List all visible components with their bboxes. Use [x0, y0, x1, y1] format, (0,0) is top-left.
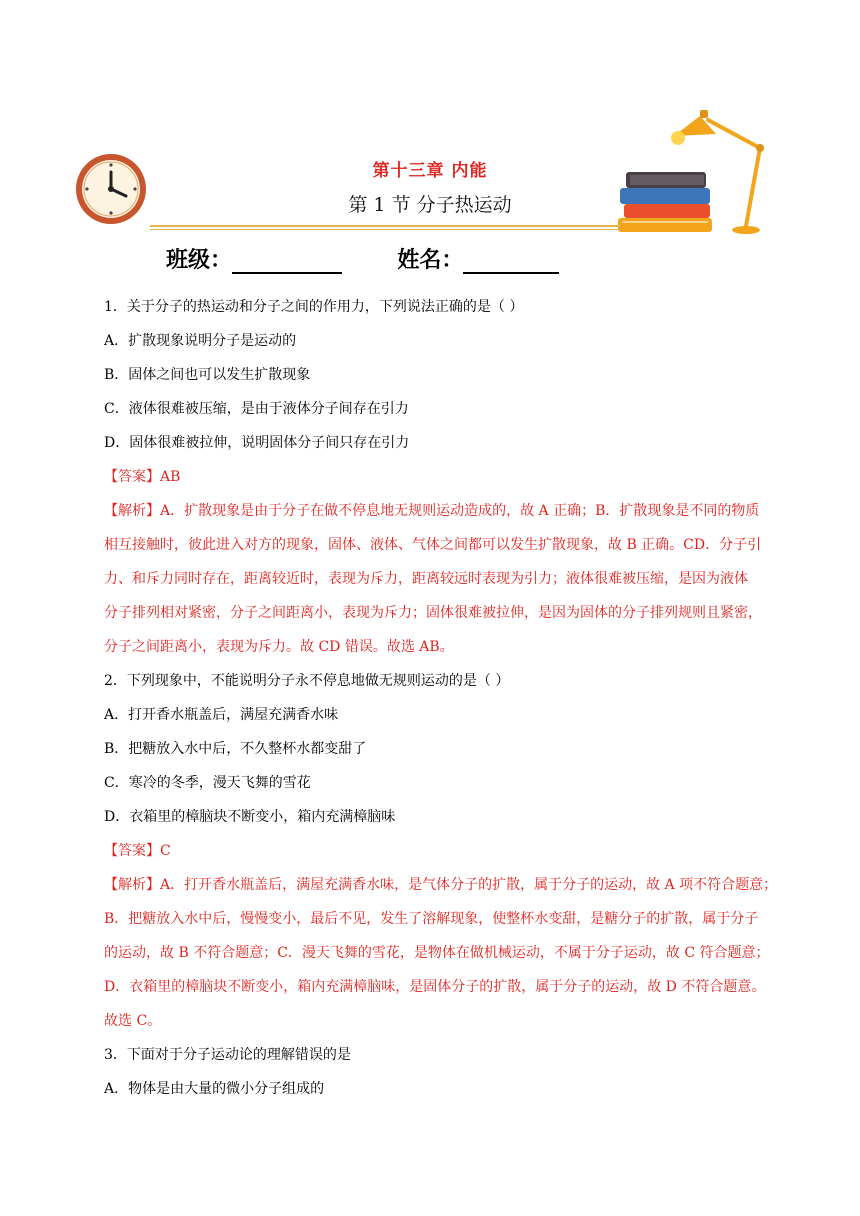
analysis-line: 分子之间距离小，表现为斥力。故 CD 错误。故选 AB。 [104, 639, 454, 655]
question-stem: 1．关于分子的热运动和分子之间的作用力，下列说法正确的是（ ） [104, 299, 524, 315]
question-stem: 2．下列现象中，不能说明分子永不停息地做无规则运动的是（ ） [104, 673, 510, 689]
analysis-line [104, 868, 784, 902]
analysis-text: A．扩散现象是由于分子在做不停息地无规则运动造成的，故 A 正确；B．扩散现象是不同的物质 [160, 503, 760, 519]
option-c: C．寒冷的冬季，漫天飞舞的雪花 [104, 775, 311, 791]
name-label: 姓名： [397, 248, 464, 273]
analysis-line: 的运动，故 B 不符合题意；C．漫天飞舞的雪花，是物体在做机械运动，不属于分子运动，故 C 符合题意； [104, 945, 770, 961]
analysis-line: 分子排列相对紧密，分子之间距离小，表现为斥力；固体很难被拉伸，是因为固体的分子排列规则且紧密， [104, 605, 762, 621]
option-d: D．固体很难被拉伸，说明固体分子间只存在引力 [104, 435, 410, 451]
analysis-text: A．打开香水瓶盖后，满屋充满香水味，是气体分子的扩散，属于分子的运动，故 A 项不符合题意； [160, 877, 778, 893]
analysis-line: 相互接触时，彼此进入对方的现象，固体、液体、气体之间都可以发生扩散现象，故 B 正确。CD．分子引 [104, 537, 762, 553]
option-a: A．扩散现象说明分子是运动的 [104, 333, 297, 349]
option-c: C．液体很难被压缩，是由于液体分子间存在引力 [104, 401, 409, 417]
option-b: B．把糖放入水中后，不久整杯水都变甜了 [104, 741, 367, 757]
student-info-row [166, 243, 559, 274]
option-a: A．打开香水瓶盖后，满屋充满香水味 [104, 707, 339, 723]
analysis-line: 力、和斥力同时存在，距离较近时，表现为斥力，距离较远时表现为引力；液体很难被压缩，是因为液体 [104, 571, 748, 587]
analysis-line: 故选 C。 [104, 1013, 162, 1029]
answer-value: AB [160, 469, 181, 485]
analysis-line: D．衣箱里的樟脑块不断变小，箱内充满樟脑味，是固体分子的扩散，属于分子的运动，故 D 不符合题意。 [104, 979, 766, 995]
class-label: 班级： [166, 248, 233, 273]
chapter-title: 第十三章 内能 [372, 161, 488, 181]
class-blank[interactable] [232, 250, 342, 274]
option-b: B．固体之间也可以发生扩散现象 [104, 367, 311, 383]
header-rule [150, 225, 620, 227]
answer-value: C [160, 843, 171, 859]
option-d: D．衣箱里的樟脑块不断变小，箱内充满樟脑味 [104, 809, 396, 825]
answer-line [104, 834, 784, 868]
answer-tag: 【答案】 [104, 843, 160, 859]
option-a: A．物体是由大量的微小分子组成的 [104, 1081, 325, 1097]
answer-tag: 【答案】 [104, 469, 160, 485]
header-rule-thin [150, 229, 620, 230]
section-title: 第 1 节 分子热运动 [348, 194, 512, 216]
questions-content [104, 290, 784, 1106]
analysis-tag: 【解析】 [104, 503, 160, 519]
name-blank[interactable] [463, 250, 559, 274]
answer-line [104, 460, 784, 494]
analysis-line [104, 494, 784, 528]
analysis-tag: 【解析】 [104, 877, 160, 893]
question-stem: 3．下面对于分子运动论的理解错误的是 [104, 1047, 351, 1063]
analysis-line: B．把糖放入水中后，慢慢变小，最后不见，发生了溶解现象，使整杯水变甜，是糖分子的扩散，属于分子 [104, 911, 759, 927]
